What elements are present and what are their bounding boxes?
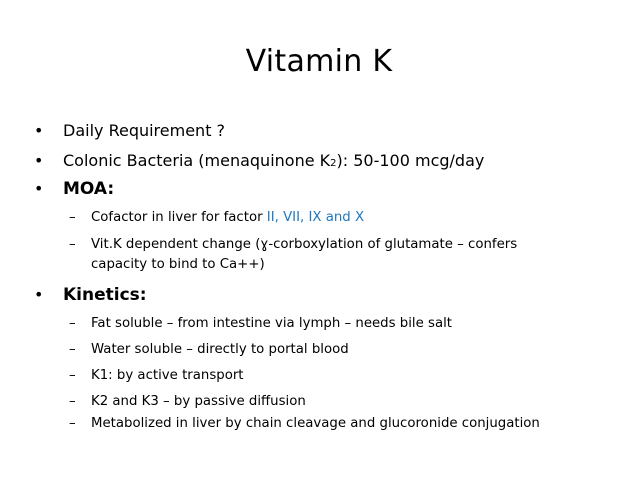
kinetics-item-text: K2 and K3 – by passive diffusion xyxy=(91,394,306,409)
kinetics-item-text: Water soluble – directly to portal blood xyxy=(91,342,349,357)
moa-item-text-line2: capacity to bind to Ca++) xyxy=(91,257,265,272)
kinetics-item-text: K1: by active transport xyxy=(91,368,244,383)
dash-icon: – xyxy=(69,394,76,409)
dash-icon: – xyxy=(69,342,76,357)
dash-icon: – xyxy=(69,368,76,383)
dash-icon: – xyxy=(69,416,76,431)
kinetics-item-text: Fat soluble – from intestine via lymph – needs bile salt xyxy=(91,316,453,331)
kinetics-item-text: Metabolized in liver by chain cleavage and glucoronide conjugation xyxy=(91,416,540,431)
dash-icon: – xyxy=(69,210,76,225)
bullet-icon: • xyxy=(34,285,44,304)
slide-title: Vitamin K xyxy=(245,44,393,79)
dash-icon: – xyxy=(69,316,76,331)
bullet-text-subscript: 2 xyxy=(330,158,337,169)
dash-icon: – xyxy=(69,237,76,252)
bullet-text: Daily Requirement ? xyxy=(63,121,226,140)
moa-item-highlight: II, VII, IX and X xyxy=(266,210,365,225)
moa-item-text-line1: Vit.K dependent change (ɣ-corboxylation of glutamate – confers xyxy=(91,237,518,252)
bullet-icon: • xyxy=(34,151,44,170)
bullet-text-rest: ): 50-100 mcg/day xyxy=(336,151,485,170)
bullet-heading: MOA: xyxy=(63,179,115,199)
bullet-icon: • xyxy=(34,121,44,140)
moa-item-text: Cofactor in liver for factor xyxy=(91,210,267,225)
bullet-icon: • xyxy=(34,179,44,198)
bullet-text xyxy=(63,150,484,175)
bullet-text-main: Colonic Bacteria (menaquinone K xyxy=(63,151,331,170)
bullet-heading: Kinetics: xyxy=(63,285,147,305)
